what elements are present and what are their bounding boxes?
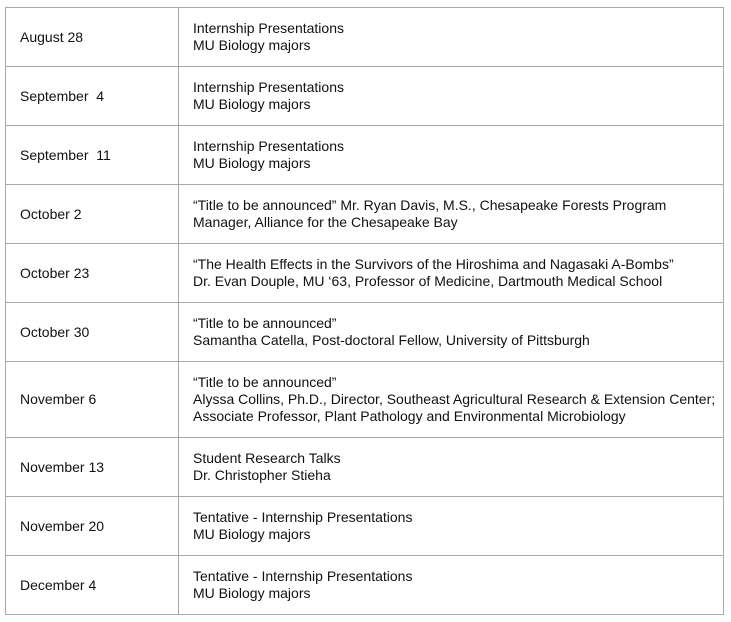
description-line: Manager, Alliance for the Chesapeake Bay [193,214,458,230]
description-line: “The Health Effects in the Survivors of the Hiroshima and Nagasaki A-Bombs” [193,256,674,272]
table-row [6,126,724,185]
date-text: September 11 [20,146,111,163]
date-text: November 13 [20,458,105,475]
date-cell [6,303,179,362]
description-line: Internship Presentations [193,79,344,95]
description-cell [179,244,724,303]
date-text: August 28 [20,28,84,45]
description-cell [179,67,724,126]
date-cell [6,126,179,185]
description-line: Internship Presentations [193,138,344,154]
description-line: “Title to be announced” [193,315,337,331]
date-cell [6,185,179,244]
date-cell [6,8,179,67]
date-text: October 30 [20,323,90,340]
table-row [6,497,724,556]
description-line: MU Biology majors [193,155,311,171]
table-row [6,362,724,438]
description-line: MU Biology majors [193,526,311,542]
description-line: Dr. Christopher Stieha [193,467,331,483]
description-line: “Title to be announced” Mr. Ryan Davis, M.S., Chesapeake Forests Program [193,197,667,213]
description-line: “Title to be announced” [193,374,337,390]
description-cell [179,185,724,244]
seminar-schedule-table [5,7,724,615]
date-cell [6,438,179,497]
description-cell [179,556,724,615]
description-line: Tentative - Internship Presentations [193,509,413,525]
date-cell [6,67,179,126]
date-cell [6,244,179,303]
table-row [6,67,724,126]
description-line: Dr. Evan Douple, MU ‘63, Professor of Medicine, Dartmouth Medical School [193,273,663,289]
table-row [6,244,724,303]
date-text: November 20 [20,517,105,534]
table-row [6,185,724,244]
date-text: November 6 [20,391,97,407]
date-text: October 23 [20,264,90,281]
date-cell [6,362,179,438]
table-row [6,556,724,615]
description-line: Associate Professor, Plant Pathology and Environmental Microbiology [193,408,626,424]
description-line: Tentative - Internship Presentations [193,568,413,584]
description-line: Student Research Talks [193,450,341,466]
date-cell [6,556,179,615]
description-cell [179,8,724,67]
description-line: Alyssa Collins, Ph.D., Director, Southeast Agricultural Research & Extension Center; [193,391,716,407]
description-line: MU Biology majors [193,585,311,601]
description-cell [179,303,724,362]
description-cell [179,362,724,438]
date-cell [6,497,179,556]
date-text: December 4 [20,576,97,593]
table-row [6,303,724,362]
description-line: Samantha Catella, Post-doctoral Fellow, University of Pittsburgh [193,332,590,348]
description-line: MU Biology majors [193,37,311,53]
description-cell [179,438,724,497]
description-line: MU Biology majors [193,96,311,112]
description-line: Internship Presentations [193,20,344,36]
description-cell [179,497,724,556]
table-row [6,438,724,497]
date-text: October 2 [20,205,82,222]
date-text: September 4 [20,87,105,104]
description-cell [179,126,724,185]
table-row [6,8,724,67]
